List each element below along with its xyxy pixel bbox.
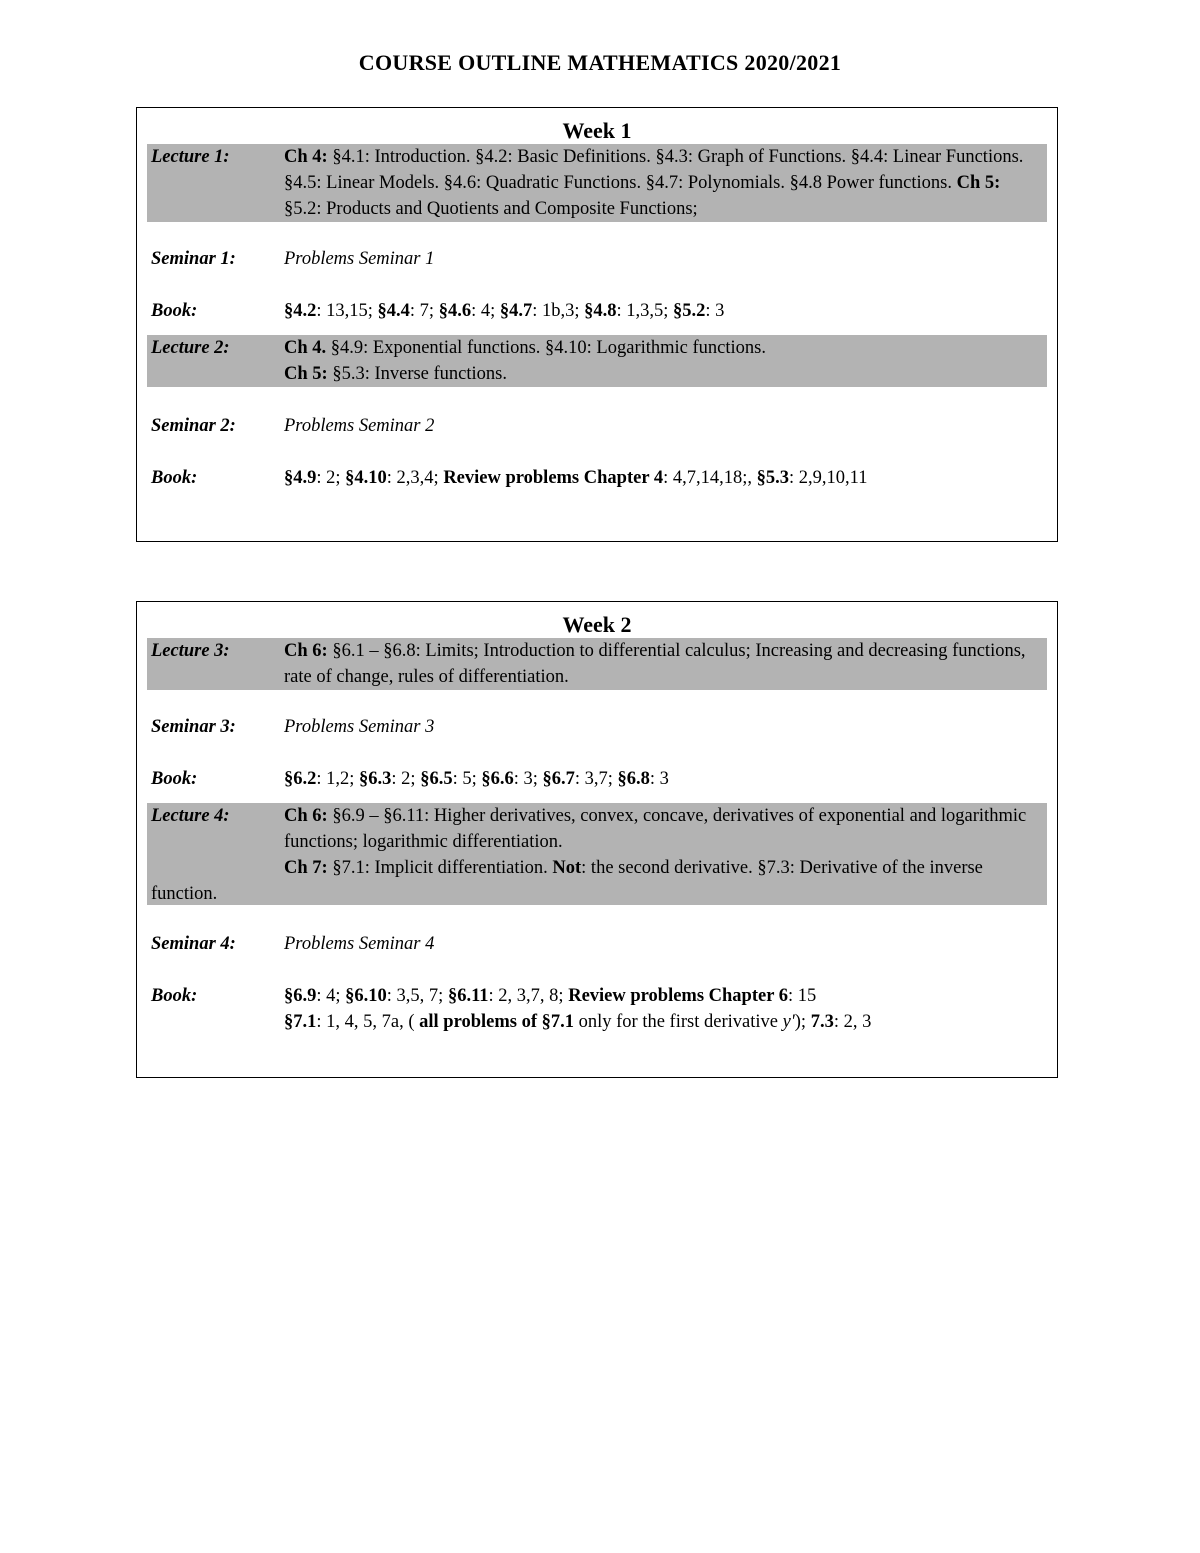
bold-text: Review problems Chapter 4 (443, 468, 664, 488)
bold-text: Review problems Chapter 6 (568, 986, 788, 1006)
bold-text: §6.11 (447, 986, 489, 1006)
bold-text: §4.10 (345, 468, 387, 488)
seminar-4-text: Problems Seminar 4 (284, 934, 435, 954)
lecture-4-text-ch6: Ch 6: §6.9 – §6.11: Higher derivatives, convex, concave, derivatives of exponential and logarithmic functions; logarithmic differentiation. (284, 806, 1027, 852)
lecture-4-row (147, 803, 1047, 905)
bold-text: Ch 7: (284, 858, 328, 878)
bold-text: §7.1 (284, 1012, 317, 1032)
row-label: Book: (151, 769, 198, 789)
bold-text: §4.4 (377, 301, 410, 321)
row-label: Lecture 3: (151, 641, 230, 661)
bold-text: Ch 6: (284, 641, 328, 661)
seminar-1-text: Problems Seminar 1 (284, 249, 435, 269)
row-label: Seminar 4: (151, 934, 236, 954)
book-2-row (147, 465, 1047, 491)
book-3-row (147, 766, 1047, 792)
week-1-box (136, 107, 1058, 542)
seminar-2-text: Problems Seminar 2 (284, 416, 435, 436)
row-label: Book: (151, 468, 198, 488)
bold-text: §4.7 (499, 301, 533, 321)
bold-text: Ch 5: (956, 173, 1001, 193)
document-title: COURSE OUTLINE MATHEMATICS 2020/2021 (358, 50, 842, 75)
text-line: Ch 4. §4.9: Exponential functions. §4.10: Logarithmic functions. (284, 338, 766, 358)
bold-text: Ch 4: (284, 147, 328, 167)
lecture-2-row (147, 335, 1047, 387)
book-4-text (284, 983, 1047, 1035)
bold-text: Ch 5: (284, 364, 328, 384)
bold-text: §6.7 (542, 769, 575, 789)
bold-text: Not (552, 858, 582, 878)
row-label: Lecture 2: (151, 338, 230, 358)
book-3-text: §6.2: 1,2; §6.3: 2; §6.5: 5; §6.6: 3; §6.7: 3,7; §6.8: 3 (284, 769, 669, 789)
bold-text: §6.6 (481, 769, 514, 789)
row-label: Seminar 3: (151, 717, 236, 737)
seminar-1-row (147, 246, 1047, 272)
bold-text: Ch 4. (284, 338, 327, 358)
bold-text: all problems of §7.1 (419, 1012, 574, 1032)
lecture-3-text: Ch 6: §6.1 – §6.8: Limits; Introduction to differential calculus; Increasing and decreasing functions, rate of change, rules of differentiation. (284, 641, 1026, 687)
book-1-text: §4.2: 13,15; §4.4: 7; §4.6: 4; §4.7: 1b,3; §4.8: 1,3,5; §5.2: 3 (284, 301, 725, 321)
row-label: Seminar 1: (151, 249, 236, 269)
bold-text: §4.8 (584, 301, 617, 321)
lecture-1-text: Ch 4: §4.1: Introduction. §4.2: Basic Definitions. §4.3: Graph of Functions. §4.4: Linear Functions. §4.5: Linear Models. §4.6: Quadratic Functions. §4.7: Polynomials. §4.8 Power functions. Ch 5: §5.2: Products and Quotients and Composite Functions; (284, 147, 1024, 219)
seminar-3-row (147, 714, 1047, 740)
bold-text: §6.8 (617, 769, 650, 789)
bold-text: 7.3 (810, 1012, 834, 1032)
row-label: Seminar 2: (151, 416, 236, 436)
text-line: Ch 5: §5.3: Inverse functions. (284, 364, 507, 384)
book-1-row (147, 298, 1047, 324)
bold-text: §6.10 (345, 986, 387, 1006)
book-4-row (147, 983, 1047, 1035)
text-line: §6.9: 4; §6.10: 3,5, 7; §6.11: 2, 3,7, 8; Review problems Chapter 6: 15 (284, 986, 817, 1006)
row-label: Lecture 4: (151, 806, 230, 826)
bold-text: §6.5 (420, 769, 453, 789)
bold-text: §5.3 (756, 468, 789, 488)
bold-text: §5.2 (673, 301, 706, 321)
seminar-2-row (147, 413, 1047, 439)
row-label: Lecture 1: (151, 147, 230, 167)
italic-text: y' (782, 1012, 795, 1032)
lecture-3-row (147, 638, 1047, 690)
row-label: Book: (151, 986, 198, 1006)
book-2-text: §4.9: 2; §4.10: 2,3,4; Review problems Chapter 4: 4,7,14,18;, §5.3: 2,9,10,11 (284, 468, 868, 488)
week-title: Week 2 (562, 612, 632, 637)
week-title: Week 1 (562, 118, 632, 143)
lecture-2-text (284, 335, 1047, 387)
text-line: §7.1: 1, 4, 5, 7a, ( all problems of §7.1 only for the first derivative y'); 7.3: 2, 3 (284, 1012, 872, 1032)
bold-text: §6.3 (359, 769, 392, 789)
lecture-4-text-ch7: Ch 7: §7.1: Implicit differentiation. Not: the second derivative. §7.3: Derivative of the inverse function. (151, 858, 983, 904)
bold-text: Ch 6: (284, 806, 328, 826)
week-2-box (136, 601, 1058, 1078)
seminar-3-text: Problems Seminar 3 (284, 717, 435, 737)
bold-text: §4.9 (284, 468, 317, 488)
seminar-4-row (147, 931, 1047, 957)
bold-text: §6.2 (284, 769, 317, 789)
row-label: Book: (151, 301, 198, 321)
lecture-1-row (147, 144, 1047, 222)
bold-text: §4.6 (438, 301, 472, 321)
bold-text: §4.2 (284, 301, 317, 321)
bold-text: §6.9 (284, 986, 317, 1006)
